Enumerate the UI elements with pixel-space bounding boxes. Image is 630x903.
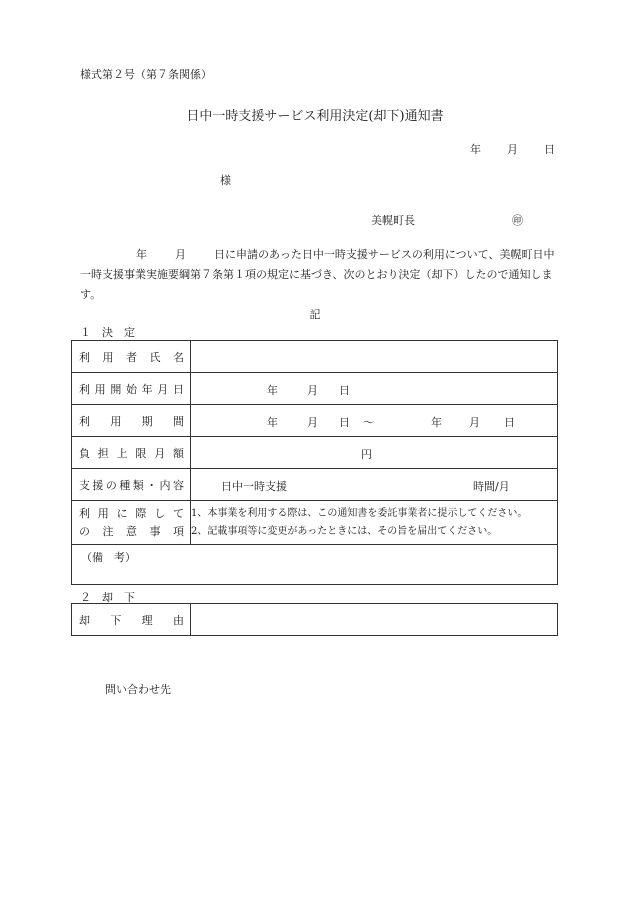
period-end-month: 月 <box>469 416 480 429</box>
period-label: 利 用 期 間 <box>72 405 191 437</box>
document-title: 日中一時支援サービス利用決定(却下)通知書 <box>186 109 444 124</box>
rejection-table <box>71 603 558 636</box>
ki-heading: 記 <box>309 308 321 321</box>
table-row <box>72 545 558 585</box>
note-2: 2、記載事項等に変更があったときには、その旨を届出てください。 <box>191 525 498 537</box>
table-row <box>72 373 558 405</box>
period-start-year: 年 <box>267 416 278 429</box>
period-tilde: ～ <box>363 416 374 429</box>
period-start-month: 月 <box>307 416 318 429</box>
hours-unit: 時間/月 <box>473 480 510 493</box>
notes-content <box>191 501 558 545</box>
contact-label: 問い合わせ先 <box>105 683 171 696</box>
reason-field[interactable] <box>191 604 558 636</box>
date-year-label: 年 <box>470 143 481 156</box>
start-day-label: 日 <box>339 384 350 397</box>
limit-field[interactable] <box>191 437 558 469</box>
body-month-label: 月 <box>175 248 186 261</box>
notes-label <box>72 501 191 545</box>
period-end-year: 年 <box>431 416 442 429</box>
start-date-field[interactable] <box>191 373 558 405</box>
body-text: 日に申請のあった日中一時支援サービスの利用について、美幌町日中一時支援事業実施要綱第７条第１項の規定に基づき、次のとおり決定（却下）したので通知します。 <box>80 248 555 301</box>
remarks-field[interactable] <box>72 545 558 585</box>
table-row <box>72 501 558 545</box>
reason-label: 却 下 理 由 <box>72 604 191 636</box>
decision-table <box>71 340 558 585</box>
limit-label: 負 担 上 限 月 額 <box>72 437 191 469</box>
issue-date <box>470 141 555 157</box>
notes-label-line2: の 注 意 事 項 <box>79 524 184 538</box>
support-label: 支 援 の 種 類 ・ 内 容 <box>72 469 191 501</box>
start-date-label: 利 用 開 始 年 月 日 <box>72 373 191 405</box>
body-paragraph <box>80 245 560 305</box>
yen-label: 円 <box>361 448 372 461</box>
table-row <box>72 437 558 469</box>
notes-label-line1: 利 用 に 際 し て <box>79 506 184 520</box>
date-day-label: 日 <box>544 143 555 156</box>
start-month-label: 月 <box>307 384 318 397</box>
user-name-label-text: 利 用 者 氏 名 <box>79 350 184 364</box>
table-row <box>72 341 558 373</box>
table-row <box>72 405 558 437</box>
issuer-name: 美幌町長 <box>371 214 415 227</box>
period-field[interactable] <box>191 405 558 437</box>
remarks-label: （備 考） <box>81 551 136 564</box>
user-name-label <box>72 341 191 373</box>
body-year-label: 年 <box>136 248 147 261</box>
support-type: 日中一時支援 <box>221 480 287 493</box>
section-decision-heading: １ 決 定 <box>80 326 135 339</box>
start-year-label: 年 <box>267 384 278 397</box>
support-field[interactable] <box>191 469 558 501</box>
section-rejection-heading: ２ 却 下 <box>80 591 135 604</box>
date-month-label: 月 <box>507 143 518 156</box>
table-row <box>72 604 558 636</box>
table-row <box>72 469 558 501</box>
addressee-suffix: 様 <box>220 174 231 187</box>
user-name-field[interactable] <box>191 341 558 373</box>
period-start-day: 日 <box>339 416 350 429</box>
note-1: 1、本事業を利用する際は、この通知書を委託事業者に提示してください。 <box>191 507 528 519</box>
form-number: 様式第２号（第７条関係） <box>80 68 212 81</box>
seal-mark: ㊞ <box>512 214 523 227</box>
period-end-day: 日 <box>504 416 515 429</box>
